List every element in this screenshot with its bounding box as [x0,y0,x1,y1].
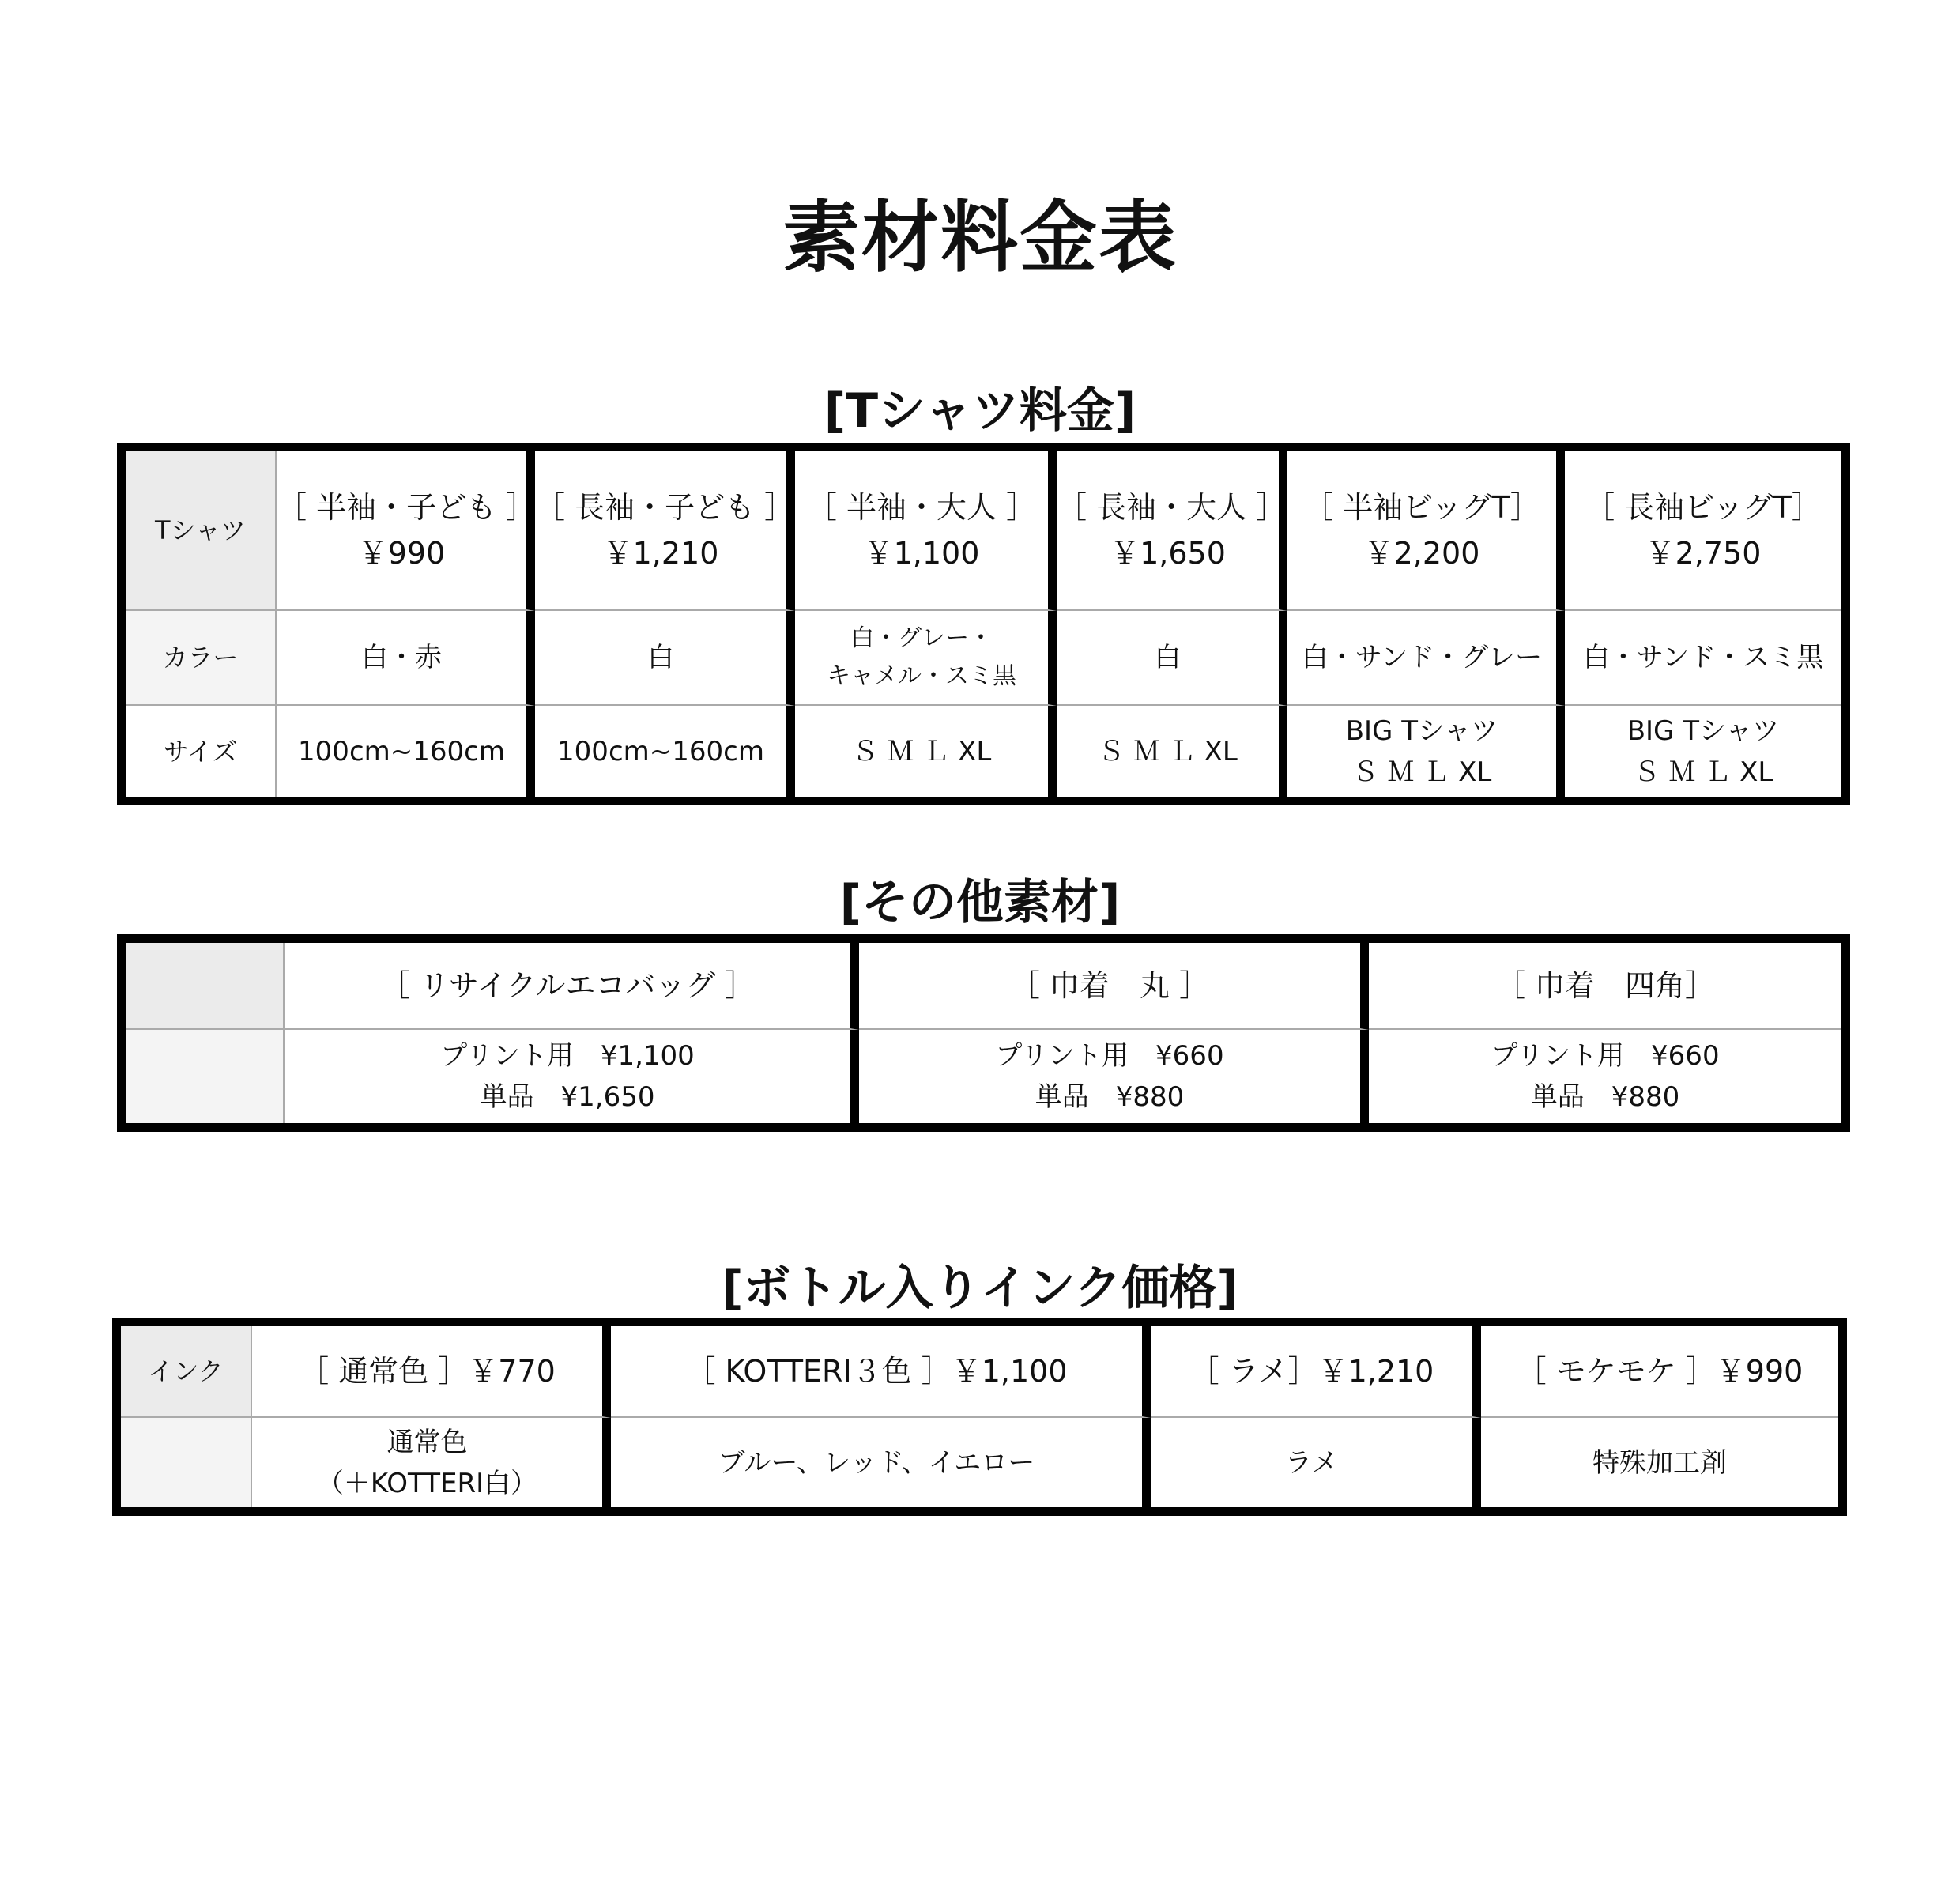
ink-name-cell: ［ KOTTERI３色 ］￥1,100 [611,1326,1151,1418]
print-price: プリント用 ¥660 [995,1040,1224,1072]
tshirt-name: ［ 半袖ビッグT］ [1303,490,1540,525]
row-label-size: サイズ [126,706,277,797]
tshirt-color-cell: 白 [1057,611,1287,706]
ink-detail-cell: 通常色 （＋KOTTERI白） [252,1418,611,1507]
tshirt-header-cell [277,451,535,611]
tshirt-name: ［ 半袖・子ども ］ [277,490,537,525]
single-price: 単品 ¥880 [1035,1081,1185,1113]
ink-section-title: [ボトル入りインク価格] [722,1261,1238,1316]
single-price: 単品 ¥1,650 [480,1081,655,1113]
tshirt-section-title: [Tシャツ料金] [824,383,1136,439]
tshirt-header-cell [1565,451,1841,611]
tshirt-color-cell: 白・サンド・グレー [1287,611,1565,706]
tshirt-name: ［ 半袖・大人 ］ [806,490,1037,525]
tshirt-size-cell: Ｓ Ｍ Ｌ XL [795,706,1057,797]
tshirt-header-cell [535,451,795,611]
tshirt-price: ￥990 [357,536,446,571]
other-materials-table [117,934,1850,1132]
tshirt-size-cell: Ｓ Ｍ Ｌ XL [1057,706,1287,797]
tshirt-header-cell [1287,451,1565,611]
print-price: プリント用 ¥660 [1491,1040,1720,1072]
tshirt-size-cell: BIG Tシャツ Ｓ Ｍ Ｌ XL [1287,706,1565,797]
tshirt-header-cell [795,451,1057,611]
tshirt-price: ￥1,210 [602,536,719,571]
single-price: 単品 ¥880 [1530,1081,1680,1113]
tshirt-price: ￥1,650 [1110,536,1226,571]
tshirt-color-cell: 白・サンド・スミ黒 [1565,611,1841,706]
other-section-title: [その他素材] [839,875,1121,930]
ink-detail-cell: ブルー、レッド、イエロー [611,1418,1151,1507]
tshirt-color-cell: 白 [535,611,795,706]
material-name-cell: ［ 巾着 丸 ］ [859,943,1369,1030]
tshirt-header-cell [1057,451,1287,611]
empty-label-cell [121,1418,252,1507]
page-title: 素材料金表 [782,193,1178,283]
tshirt-name: ［ 長袖・子ども ］ [535,490,795,525]
ink-price-table [112,1318,1847,1516]
material-price-cell [285,1030,859,1123]
material-price-cell [1369,1030,1841,1123]
material-name-cell: ［ 巾着 四角］ [1369,943,1841,1030]
tshirt-color-cell: 白・グレー・ キャメル・スミ黒 [795,611,1057,706]
ink-name-cell: ［ 通常色 ］￥770 [252,1326,611,1418]
ink-name-cell: ［ ラメ］￥1,210 [1151,1326,1481,1418]
tshirt-size-cell: 100cm~160cm [535,706,795,797]
tshirt-price-table [117,443,1850,805]
material-name-cell: ［ リサイクルエコバッグ ］ [285,943,859,1030]
empty-label-cell [126,1030,285,1123]
ink-detail-cell: ラメ [1151,1418,1481,1507]
row-label-ink: インク [121,1326,252,1418]
tshirt-name: ［ 長袖・大人 ］ [1057,490,1287,525]
print-price: プリント用 ¥1,100 [440,1040,695,1072]
row-label-tshirt: Tシャツ [126,451,277,611]
material-price-cell [859,1030,1369,1123]
ink-detail-cell: 特殊加工剤 [1592,1446,1727,1479]
tshirt-size-cell: 100cm~160cm [277,706,535,797]
empty-label-cell [126,943,285,1030]
tshirt-price: ￥2,750 [1645,536,1762,571]
tshirt-color-cell: 白・赤 [277,611,535,706]
ink-name-cell: ［ モケモケ ］￥990 [1481,1326,1838,1418]
tshirt-name: ［ 長袖ビッグT］ [1585,490,1822,525]
tshirt-price: ￥1,100 [863,536,980,571]
tshirt-price: ￥2,200 [1363,536,1480,571]
tshirt-size-cell: BIG Tシャツ Ｓ Ｍ Ｌ XL [1626,714,1780,788]
row-label-color: カラー [126,611,277,706]
